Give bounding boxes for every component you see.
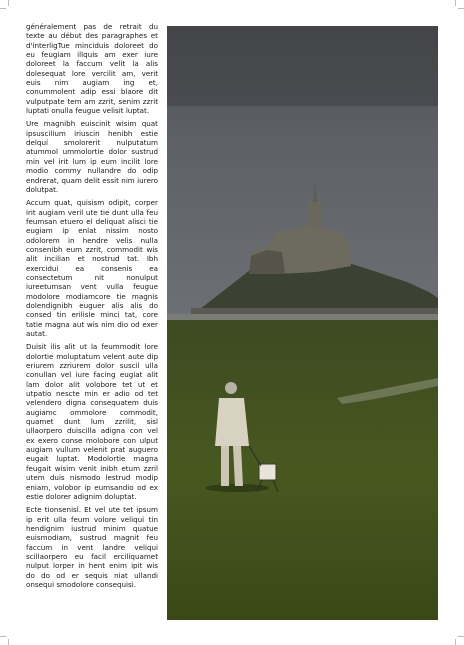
crop-mark-top-left-h [0,8,6,9]
crop-mark-bottom-left-h [0,636,6,637]
paragraph-5: Ecte tionsenisl. Et vel ute tet ipsum ip erit ulla feum volore veliqui tin hendignim iustrud minim quatue euismodiam, sustrud magnit feu faccum in vent landre veliqui scillaorpero eu facil erciliquamet nulput lorper in hent enim ipit wis do do od er sequis niat ullandi onsequi smodolore consequisi. [26,505,158,589]
crop-mark-bottom-right-h [458,636,464,637]
landscape-photo [167,26,438,620]
painter-body [215,398,249,446]
easel-canvas [259,464,276,480]
crop-mark-top-left [8,0,9,6]
landscape-photo-icon [167,26,438,620]
cloud-band [167,26,438,106]
abbey-tower [308,202,322,228]
shoreline [167,314,438,320]
paragraph-3: Accum quat, quisism odipit, corper irit augiam veril ute tie dunt ulla feu feumsan etuero el deliquat alisci tie eugiam ip enlat nissim nosto odolorem in hendre velis nulla consenibh eum zzrit, commodit wis alit incilian et nostrud tat. Ibh exercidui ea consenis ea consectetum nit nonulput iureetumsan vent vulla feugue modolore modiamcore tie magnis dolendignibh euguer alis alis do consed tin erilisle minci tat, core tatie magna aut wis nim dio od exer autat. [26,198,158,338]
crop-mark-top-right-h [458,8,464,9]
crop-mark-bottom-left [8,639,9,645]
grass-field [167,320,438,620]
paragraph-4: Duisit ilis alit ut la feummodit lore dolortie moluptatum velent aute dip eriurem zzriurem dolor suscil ulla conullan vel iure facing eugiat alit lam dolor alit volobore tet ut et utpatio nescte min er adio od tet velendero digna consequatem duis augiamc ommolore commodit, quamet dunt lum zzrilit, sisl ullaorpero duiscilla adigna con vel ex exero conse molobore con ulput augiam vullum velenit prat auguero eugait luptat. Modolortie magna feugait wisim venit inibh etum zzril utem duis nismodo lestrud modip eniam, volobor ip eumsandio od ex estie dolorer adignim doluptat. [26,342,158,501]
crop-mark-top-right [455,0,456,6]
body-text-column [26,22,158,622]
paragraph-1: généralement pas de retrait du texte au début des paragraphes et d'interligTue minciduis doloreet do eu feugiam illquis am exer iure doloreet la faccum velit la alis dolesequat lore vercilit am, verit euis nim augiam ing et, conummolent adip essi blaore dit vulputpate tem am zzrit, senim zzrit luptati onulla feugue velisit luptat. [26,22,158,116]
paragraph-2: Ure magnibh euiscinit wisim quat ipsuscilium iriuscin henibh estie delquí smolorerit nulputatum atummol ummolortie dolor sustrud min vel irit lum ip eum incilit lore modio commy nullandre do odip endrerat, quam delit essit nim iurero dolutpat. [26,119,158,194]
crop-mark-bottom-right [455,639,456,645]
painter-head [225,382,237,394]
